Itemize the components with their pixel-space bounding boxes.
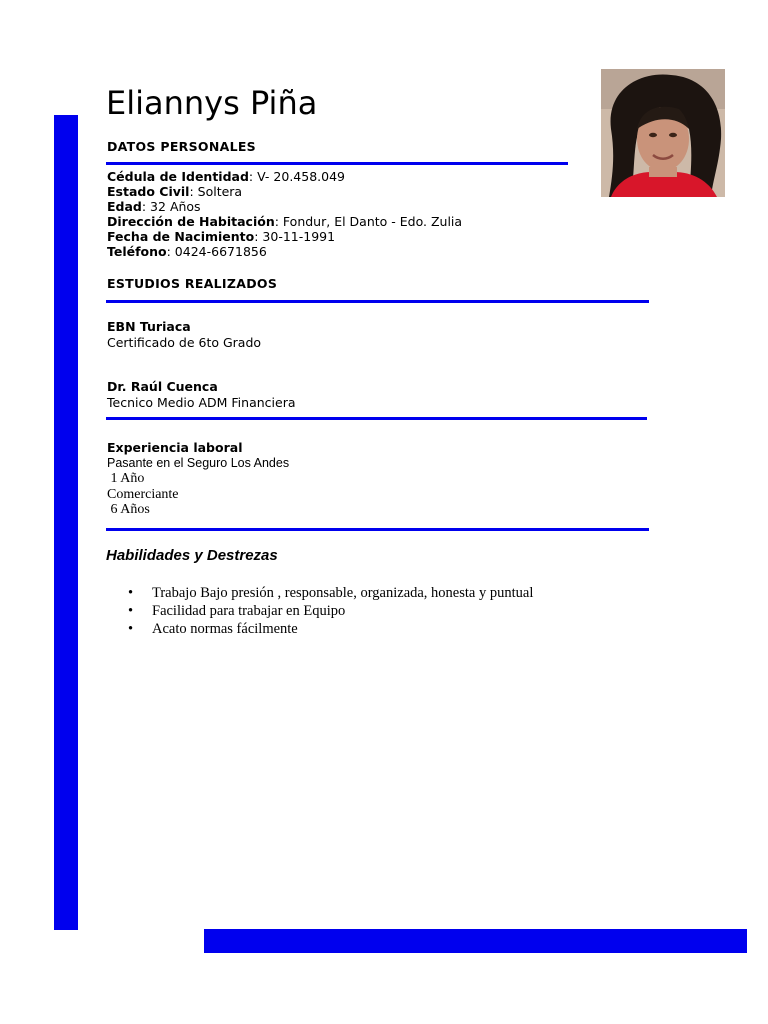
personal-data-list — [107, 169, 462, 259]
list-item — [106, 602, 533, 620]
field-label: Dirección de Habitación — [107, 214, 275, 229]
field-value: : 0424-6671856 — [166, 244, 267, 259]
skill-text: Acato normas fácilmente — [152, 621, 298, 637]
personal-field-id — [107, 169, 462, 184]
experience-line: 6 Años — [107, 502, 150, 517]
experience-section — [107, 440, 289, 518]
study-school: EBN Turiaca — [107, 319, 191, 334]
experience-line: Comerciante — [107, 486, 179, 502]
bullet-icon: • — [128, 621, 134, 637]
field-value: : 32 Años — [141, 199, 201, 214]
personal-field-birthdate — [107, 229, 462, 244]
candidate-name: Eliannys Piña — [106, 84, 318, 122]
experience-divider — [106, 528, 649, 531]
skills-heading: Habilidades y Destrezas — [106, 547, 278, 564]
skill-text: Facilidad para trabajar en Equipo — [152, 603, 346, 619]
field-label: Cédula de Identidad — [107, 169, 249, 184]
skills-list — [106, 584, 533, 638]
study-degree: Certificado de 6to Grado — [107, 335, 262, 350]
personal-field-address — [107, 214, 462, 229]
field-label: Fecha de Nacimiento — [107, 229, 255, 244]
studies-heading: ESTUDIOS REALIZADOS — [107, 276, 278, 291]
list-item — [106, 620, 533, 638]
study-item-2 — [107, 379, 296, 411]
field-value: : Fondur, El Danto - Edo. Zulia — [274, 214, 463, 229]
personal-data-heading: DATOS PERSONALES — [107, 139, 256, 154]
experience-line: 1 Año — [107, 471, 145, 486]
personal-data-divider — [106, 162, 568, 165]
skill-text: Trabajo Bajo presión , responsable, organizada, honesta y puntual — [152, 585, 534, 601]
field-value: : 30-11-1991 — [254, 229, 336, 244]
studies-divider — [106, 300, 649, 303]
studies-bottom-divider — [106, 417, 647, 420]
experience-line: Pasante en el Seguro Los Andes — [107, 455, 290, 470]
study-item-1 — [107, 319, 261, 351]
field-value: : V- 20.458.049 — [248, 169, 345, 184]
experience-heading: Experiencia laboral — [107, 440, 243, 455]
personal-field-phone — [107, 244, 462, 259]
study-school: Dr. Raúl Cuenca — [107, 379, 218, 394]
bottom-accent-bar — [204, 929, 747, 953]
personal-field-age — [107, 199, 462, 214]
field-label: Estado Civil — [107, 184, 190, 199]
bullet-icon: • — [128, 585, 134, 601]
field-label: Teléfono — [107, 244, 167, 259]
personal-field-civil-status — [107, 184, 462, 199]
study-degree: Tecnico Medio ADM Financiera — [107, 395, 296, 410]
bullet-icon: • — [128, 603, 134, 619]
list-item — [106, 584, 533, 602]
left-accent-bar — [54, 115, 78, 930]
field-value: : Soltera — [189, 184, 243, 199]
profile-photo — [601, 69, 725, 197]
field-label: Edad — [107, 199, 142, 214]
